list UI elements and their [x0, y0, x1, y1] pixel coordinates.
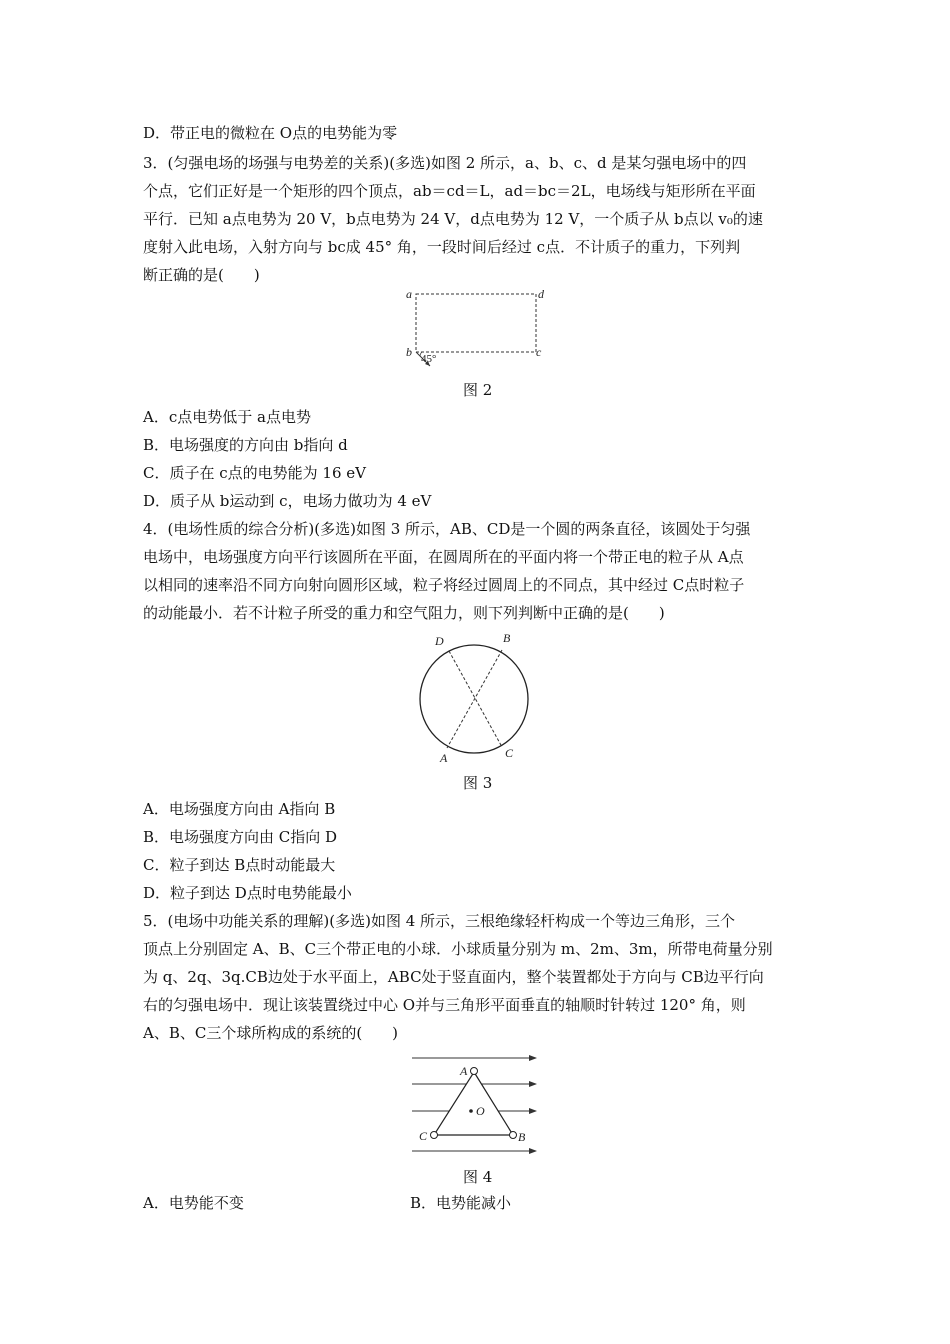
- q4-text-line-2: 电场中，电场强度方向平行该圆所在平面，在圆周所在的平面内将一个带正电的粒子从 A点: [143, 548, 744, 566]
- q4-text-line-3: 以相同的速率沿不同方向射向圆形区域，粒子将经过圆周上的不同点，其中经过 C点时粒子: [143, 576, 745, 594]
- label-O: O: [476, 1104, 485, 1118]
- q3-option-a: A．c点电势低于 a点电势: [143, 408, 311, 426]
- label-c: c: [536, 345, 542, 359]
- q2-option-d: D．带正电的微粒在 O点的电势能为零: [143, 124, 398, 142]
- q4-option-d: D．粒子到达 D点时电势能最小: [143, 884, 352, 902]
- label-B: B: [503, 631, 511, 645]
- q3-text-line-5: 断正确的是( ): [143, 266, 260, 284]
- label-C: C: [505, 746, 514, 760]
- q5-text-line-1: 5．(电场中功能关系的理解)(多选)如图 4 所示，三根绝缘轻杆构成一个等边三角形，三个: [143, 912, 736, 930]
- figure-2-rectangle: [400, 284, 560, 374]
- q5-option-b: B．电势能减小: [410, 1194, 512, 1212]
- label-B: B: [518, 1130, 526, 1144]
- q4-text-line-4: 的动能最小．若不计粒子所受的重力和空气阻力，则下列判断中正确的是( ): [143, 604, 665, 622]
- q4-option-c: C．粒子到达 B点时动能最大: [143, 856, 336, 874]
- label-a: a: [406, 287, 412, 301]
- q5-text-line-4: 右的匀强电场中．现让该装置绕过中心 O并与三角形平面垂直的轴顺时针转过 120° 角，则: [143, 996, 746, 1014]
- figure-3-caption: 图 3: [463, 774, 493, 792]
- figure-4-triangle: [410, 1048, 542, 1158]
- figure-2-caption: 图 2: [463, 381, 493, 399]
- label-b: b: [406, 345, 412, 359]
- q3-text-line-2: 个点，它们正好是一个矩形的四个顶点，ab＝cd＝L，ad＝bc＝2L，电场线与矩形所在平面: [143, 182, 756, 200]
- q3-text-line-4: 度射入此电场，入射方向与 bc成 45° 角，一段时间后经过 c点．不计质子的重力，下列判: [143, 238, 741, 256]
- label-A: A: [440, 751, 448, 765]
- label-C: C: [419, 1129, 428, 1143]
- q5-text-line-5: A、B、C三个球所构成的系统的( ): [143, 1024, 399, 1042]
- q5-text-line-2: 顶点上分别固定 A、B、C三个带正电的小球．小球质量分别为 m、2m、3m，所带电荷量分别: [143, 940, 773, 958]
- label-d: d: [538, 287, 544, 301]
- q3-option-d: D．质子从 b运动到 c，电场力做功为 4 eV: [143, 492, 432, 510]
- label-A: A: [460, 1064, 468, 1078]
- label-angle: 45°: [421, 353, 437, 365]
- q4-option-b: B．电场强度方向由 C指向 D: [143, 828, 338, 846]
- figure-3-circle: [410, 630, 540, 765]
- q3-option-c: C．质子在 c点的电势能为 16 eV: [143, 464, 366, 482]
- q3-text-line-1: 3．(匀强电场的场强与电势差的关系)(多选)如图 2 所示，a、b、c、d 是某匀强电场中的四: [143, 154, 747, 172]
- q5-text-line-3: 为 q、2q、3q.CB边处于水平面上，ABC处于竖直面内，整个装置都处于方向与 CB边平行向: [143, 968, 764, 986]
- figure-4-caption: 图 4: [463, 1168, 493, 1186]
- label-D: D: [435, 634, 444, 648]
- q4-text-line-1: 4．(电场性质的综合分析)(多选)如图 3 所示，AB、CD是一个圆的两条直径，该圆处于匀强: [143, 520, 751, 538]
- q3-option-b: B．电场强度的方向由 b指向 d: [143, 436, 348, 454]
- q3-text-line-3: 平行．已知 a点电势为 20 V，b点电势为 24 V，d点电势为 12 V，一个质子从 b点以 v₀的速: [143, 210, 763, 228]
- q5-option-a: A．电势能不变: [143, 1194, 244, 1212]
- q4-option-a: A．电场强度方向由 A指向 B: [143, 800, 336, 818]
